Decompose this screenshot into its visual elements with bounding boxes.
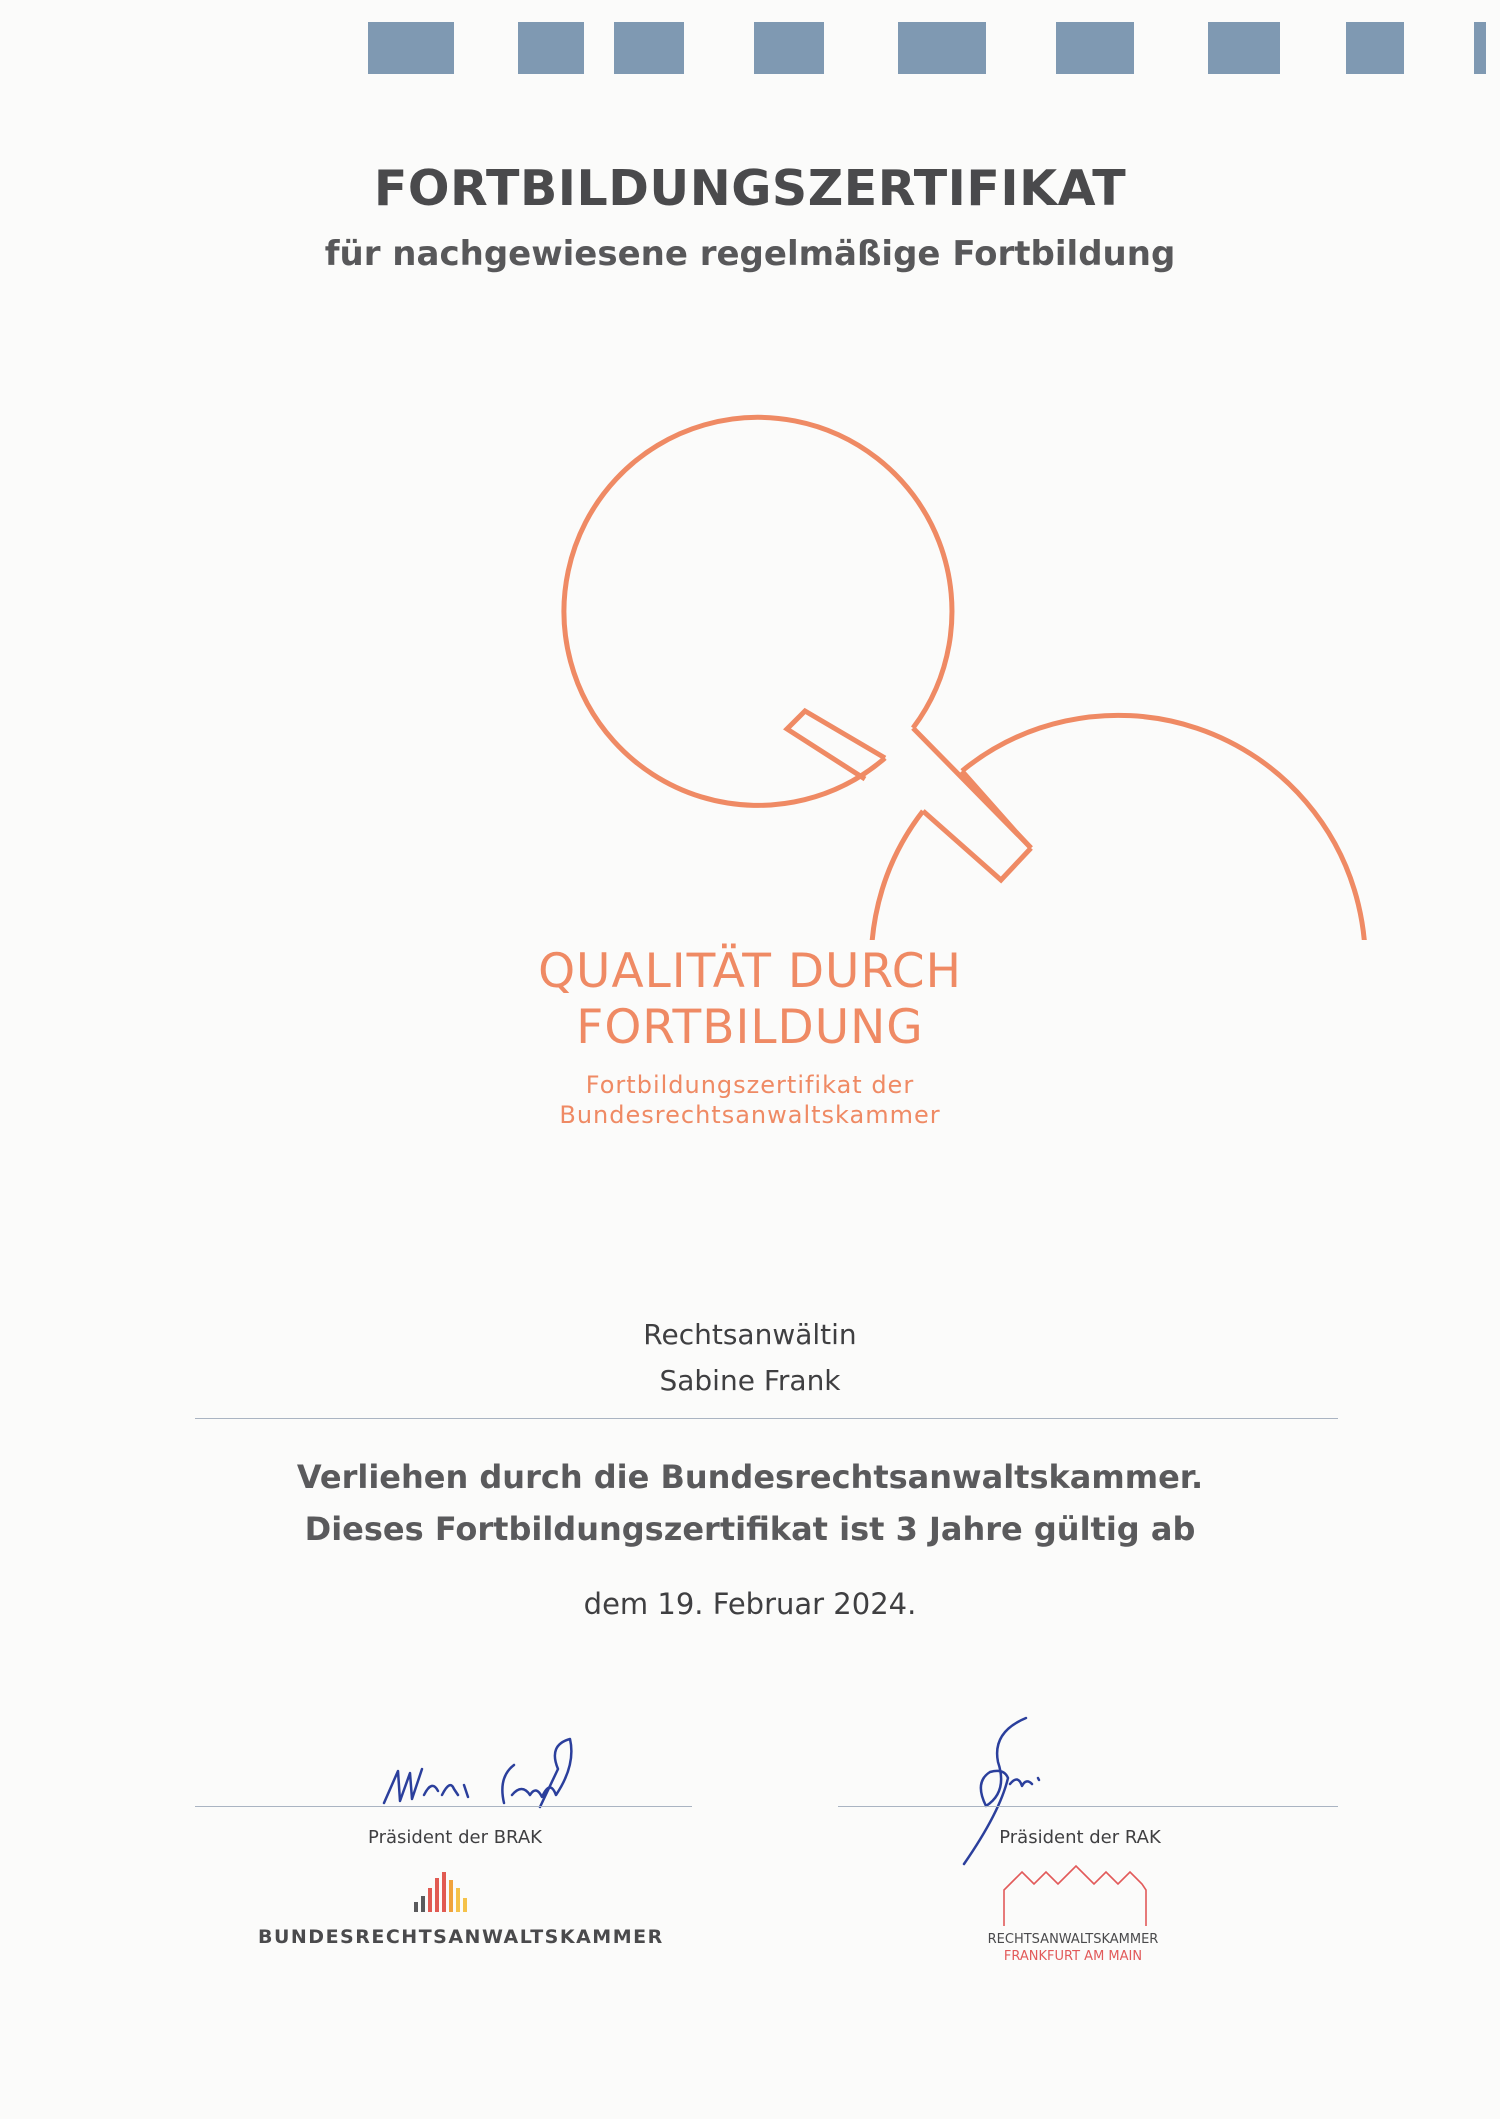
holder-title: Rechtsanwältin	[643, 1318, 857, 1351]
header-block	[518, 22, 584, 74]
signature-label-rak: Präsident der RAK	[999, 1827, 1161, 1848]
header-block	[898, 22, 986, 74]
header-block	[368, 22, 454, 74]
header-block	[754, 22, 824, 74]
statement-line-1: Verliehen durch die Bundesrechtsanwaltskammer.	[296, 1458, 1204, 1496]
quality-caption-1: Fortbildungszertifikat der	[585, 1071, 915, 1099]
certificate-subtitle: für nachgewiesene regelmäßige Fortbildung	[324, 234, 1176, 274]
signature-rak	[952, 1712, 1062, 1872]
signature-label-brak: Präsident der BRAK	[368, 1827, 542, 1848]
signature-line-right	[838, 1806, 1338, 1807]
q-logo-icon	[0, 380, 1500, 940]
holder-name: Sabine Frank	[659, 1364, 841, 1397]
brak-logo-icon	[412, 1866, 482, 1916]
header-block	[1474, 22, 1486, 74]
header-block	[1208, 22, 1280, 74]
header-block	[1346, 22, 1404, 74]
divider	[195, 1418, 1338, 1419]
header-block	[614, 22, 684, 74]
header-block	[1056, 22, 1134, 74]
quality-caption-2: Bundesrechtsanwaltskammer	[559, 1101, 941, 1129]
validity-date: dem 19. Februar 2024.	[583, 1587, 917, 1621]
signature-line-left	[195, 1806, 692, 1807]
quality-headline-1: QUALITÄT DURCH	[538, 944, 962, 999]
statement-line-2: Dieses Fortbildungszertifikat ist 3 Jahre gültig ab	[304, 1510, 1196, 1548]
brak-logo-text: BUNDESRECHTSANWALTSKAMMER	[258, 1926, 664, 1948]
rak-logo-icon	[1000, 1860, 1150, 1930]
quality-headline-2: FORTBILDUNG	[576, 1000, 924, 1055]
rak-logo-text-1: RECHTSANWALTSKAMMER	[987, 1932, 1159, 1947]
header-stripe	[0, 22, 1500, 74]
signature-brak	[380, 1725, 600, 1815]
certificate-title: FORTBILDUNGSZERTIFIKAT	[373, 160, 1127, 217]
rak-logo-text-2: FRANKFURT AM MAIN	[1003, 1949, 1143, 1964]
